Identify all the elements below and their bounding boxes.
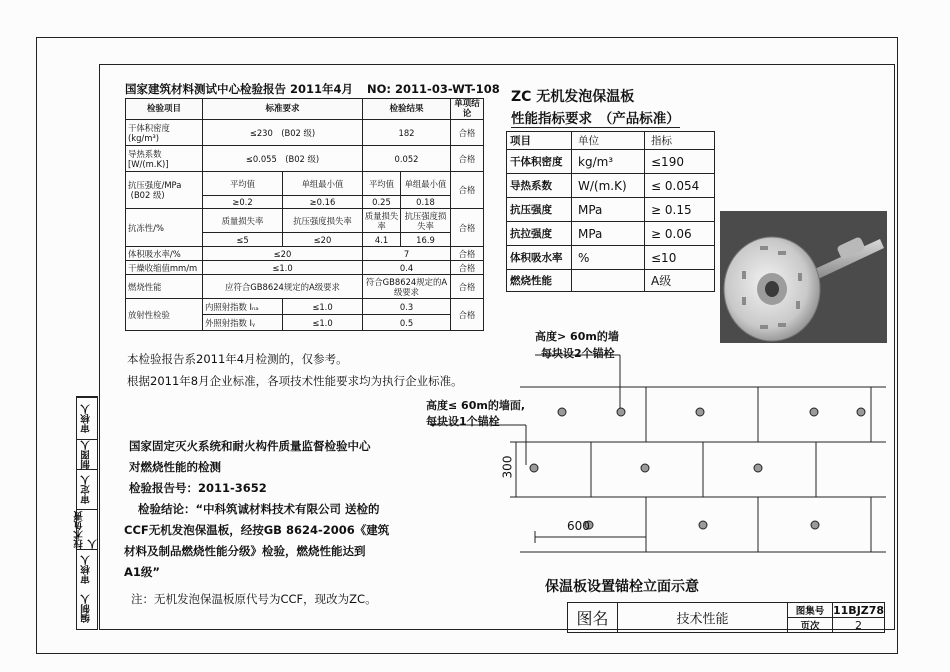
table-row [126, 120, 484, 146]
spec-row [507, 270, 715, 292]
spec-value: ≥ 0.06 [645, 222, 715, 246]
row-requirement: ≤20 [203, 247, 363, 261]
table-row [126, 172, 484, 196]
table-row [126, 146, 484, 172]
spec-item: 抗压强度 [507, 198, 572, 222]
spec-row [507, 222, 715, 246]
row-result: 0.3 [363, 299, 451, 315]
row-result: 16.9 [401, 233, 451, 247]
dimension-height: 300 [500, 455, 515, 479]
row-result: 0.4 [363, 261, 451, 275]
spec-unit: MPa [572, 222, 645, 246]
row-item: 燃烧性能 [126, 275, 203, 299]
spec-unit [572, 270, 645, 292]
report-title: 国家建筑材料测试中心检验报告 2011年4月 [125, 82, 354, 96]
fire-test-block [124, 436, 390, 583]
fire-test-line: 材料及制品燃烧性能分级》检验，燃烧性能达到 [124, 544, 366, 558]
strip-cell: 审定人 [77, 469, 97, 509]
row-verdict: 合格 [451, 261, 484, 275]
row-verdict: 合格 [451, 247, 484, 261]
table-row [126, 247, 484, 261]
spec-unit: MPa [572, 198, 645, 222]
row-result: 0.5 [363, 315, 451, 331]
anchor-photo [720, 211, 887, 343]
fire-test-line: 检验结论：“中科筑诚材料技术有限公司 送检的 [138, 502, 380, 516]
row-requirement: ≥0.16 [283, 196, 363, 209]
row-result: 0.25 [363, 196, 401, 209]
drawing-name: 技术性能 [618, 603, 788, 633]
spec-item: 燃烧性能 [507, 270, 572, 292]
footnote: 注：无机发泡保温板原代号为CCF，现改为ZC。 [131, 592, 377, 606]
spec-col-header: 项目 [507, 132, 572, 150]
spec-row [507, 174, 715, 198]
fire-test-line: CCF无机发泡保温板，经按GB 8624-2006《建筑 [124, 523, 390, 537]
sub-header: 抗压强度损失率 [401, 209, 451, 233]
spec-subtitle: 性能指标要求 （产品标准） [511, 107, 680, 128]
spec-value: A级 [645, 270, 715, 292]
diagram-caption: 保温板设置锚栓立面示意 [545, 579, 699, 595]
test-report-table [125, 98, 484, 331]
spec-col-header: 指标 [645, 132, 715, 150]
row-item: 干体积密度 (kg/m³) [126, 120, 203, 146]
spec-value: ≤ 0.054 [645, 174, 715, 198]
row-requirement: ≤20 [283, 233, 363, 247]
spec-item: 体积吸水率 [507, 246, 572, 270]
atlas-number: 11BJZ78 [833, 603, 885, 617]
row-requirement: ≤1.0 [283, 299, 363, 315]
table-row [126, 299, 484, 315]
strip-cell: 制图人 [77, 439, 97, 469]
row-requirement: ≤1.0 [203, 261, 363, 275]
row-verdict: 合格 [451, 299, 484, 331]
fire-test-line: 对燃烧性能的检测 [129, 460, 221, 474]
label-high-wall: 高度> 60m的墙 [535, 330, 619, 343]
sub-header: 单组最小值 [401, 172, 451, 196]
spec-value: ≤190 [645, 150, 715, 174]
sub-header: 平均值 [203, 172, 283, 196]
spec-table [506, 131, 715, 292]
label-low-wall: 高度≤ 60m的墙面, [426, 399, 525, 412]
spec-row [507, 150, 715, 174]
spec-item: 抗拉强度 [507, 222, 572, 246]
label-high-wall-2: 每块设2个锚栓 [541, 347, 615, 360]
sub-header: 抗压强度损失率 [283, 209, 363, 233]
row-item: 抗压强度/MPa (B02 级) [126, 172, 203, 209]
anchor-layout-diagram [410, 325, 886, 570]
dimension-width: 600 [567, 519, 590, 533]
row-verdict: 合格 [451, 120, 484, 146]
strip-cell: 审核人 [77, 397, 97, 439]
fire-test-line: 国家固定灭火系统和耐火构件质量监督检验中心 [129, 439, 371, 453]
spec-unit: W/(m.K) [572, 174, 645, 198]
row-result: 0.052 [363, 146, 451, 172]
row-requirement: ≤5 [203, 233, 283, 247]
table-header-row [126, 99, 484, 120]
report-header [125, 81, 500, 97]
row-item: 抗冻性/% [126, 209, 203, 247]
row-item: 导热系数 [W/(m.K)] [126, 146, 203, 172]
row-item: 放射性检验 [126, 299, 203, 331]
label-low-wall-2: 每块设1个锚栓 [426, 415, 500, 428]
spec-unit: % [572, 246, 645, 270]
row-verdict: 合格 [451, 172, 484, 209]
strip-cell: 编制人 [81, 594, 92, 624]
sub-header: 外照射指数 Iᵧ [203, 315, 283, 331]
spec-value: ≥ 0.15 [645, 198, 715, 222]
col-header: 检验项目 [126, 99, 203, 120]
spec-value: ≤10 [645, 246, 715, 270]
title-label: 图名 [568, 603, 618, 633]
report-number: NO: 2011-03-WT-108 [367, 82, 500, 96]
row-verdict: 合格 [451, 275, 484, 299]
report-note-2: 根据2011年8月企业标准，各项技术性能要求均为执行企业标准。 [127, 374, 463, 388]
spec-row [507, 246, 715, 270]
spec-header-row [507, 132, 715, 150]
row-requirement: ≥0.2 [203, 196, 283, 209]
row-requirement: ≤230 (B02 级) [203, 120, 363, 146]
fire-test-line: 检验报告号：2011-3652 [129, 481, 267, 495]
row-item: 体积吸水率/% [126, 247, 203, 261]
row-result: 0.18 [401, 196, 451, 209]
row-requirement: 应符合GB8624规定的A级要求 [203, 275, 363, 299]
table-row [126, 209, 484, 233]
row-verdict: 合格 [451, 209, 484, 247]
page-label: 页次 [788, 618, 833, 633]
page-number: 2 [833, 618, 885, 633]
row-result: 7 [363, 247, 451, 261]
row-requirement: ≤0.055 (B02 级) [203, 146, 363, 172]
title-block [567, 602, 885, 633]
report-note-1: 本检验报告系2011年4月检测的，仅参考。 [127, 352, 348, 366]
spec-item: 干体积密度 [507, 150, 572, 174]
row-verdict: 合格 [451, 146, 484, 172]
table-row [126, 261, 484, 275]
col-header: 单项结论 [451, 99, 484, 120]
spec-item: 导热系数 [507, 174, 572, 198]
spec-col-header: 单位 [572, 132, 645, 150]
row-item: 干燥收缩值mm/m [126, 261, 203, 275]
sub-header: 质量损失率 [363, 209, 401, 233]
row-result: 4.1 [363, 233, 401, 247]
sub-header: 单组最小值 [283, 172, 363, 196]
sub-header: 内照射指数 Iₙₐ [203, 299, 283, 315]
fire-test-line: A1级” [124, 565, 160, 579]
spec-row [507, 198, 715, 222]
sub-header: 平均值 [363, 172, 401, 196]
sub-header: 质量损失率 [203, 209, 283, 233]
col-header: 检验结果 [363, 99, 451, 120]
spec-unit: kg/m³ [572, 150, 645, 174]
table-row [126, 275, 484, 299]
row-requirement: ≤1.0 [283, 315, 363, 331]
atlas-label: 图集号 [788, 603, 833, 618]
row-result: 182 [363, 120, 451, 146]
strip-cell: 技术负责人 [74, 511, 99, 549]
row-result: 符合GB8624规定的A级要求 [363, 275, 451, 299]
col-header: 标准要求 [203, 99, 363, 120]
spec-title: ZC 无机发泡保温板 [511, 89, 635, 105]
signature-strip [76, 396, 98, 630]
strip-cell: 审核人 [77, 549, 97, 589]
